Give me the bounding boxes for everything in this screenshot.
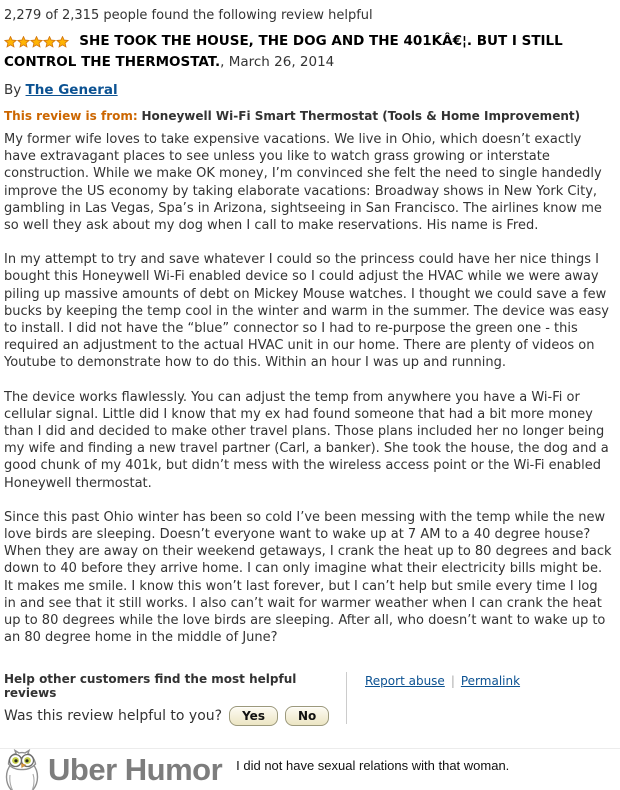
yes-button[interactable]: Yes (229, 706, 278, 726)
footer-question-row (4, 706, 346, 726)
review-footer (4, 672, 612, 726)
footer-helpful-block (4, 672, 346, 726)
review-from-line (4, 109, 612, 123)
review-title-line (4, 32, 612, 72)
review-paragraph: In my attempt to try and save whatever I could so the princess could have her nice things I bought this Honeywell Wi-Fi enabled device so I could adjust the HVAC while we were away piling up massive amounts of debt on Mickey Mouse watches. I thought we could save a few bucks by keeping the temp cool in the winter and warm in the summer. The device was easy to install. I did not have the “blue” connector so I had to re-purpose the green one - this required an adjustment to the actual HVAC unit in our home. There are plenty of videos on Youtube to demonstrate how to do this. Within an hour I was up and running. (4, 251, 612, 371)
link-separator: | (451, 674, 455, 688)
review-byline (4, 82, 612, 98)
image-caption: I did not have sexual relations with that woman. (236, 758, 509, 773)
uberhumor-owl-logo-icon (2, 748, 44, 790)
five-star-rating-icon (4, 35, 73, 51)
uberhumor-footer-bar (0, 748, 620, 790)
review-date: , March 26, 2014 (220, 54, 334, 70)
uberhumor-wordmark[interactable]: Uber Humor (48, 751, 222, 789)
review-title: SHE TOOK THE HOUSE, THE DOG AND THE 401KÂ€¦. BUT I STILL CONTROL THE THERMOSTAT. (4, 33, 563, 70)
by-label: By (4, 82, 26, 98)
review-paragraph: Since this past Ohio winter has been so cold I’ve been messing with the temp while the new love birds are sleeping. Doesn’t everyone want to wake up at 7 AM to a 40 degree house? When they are away on their weekend getaways, I crank the heat up to 80 degrees and back down to 40 before they arrive home. I can only imagine what their electricity bills might be. It makes me smile. I know this won’t last forever, but I can’t help but smile every time I log in and see that it still works. I also can’t wait for warmer weather when I can crank the heat up to 80 degrees while the love birds are sleeping. After all, who doesn’t want to wake up to an 80 degree home in the middle of June? (4, 509, 612, 647)
author-link[interactable]: The General (26, 82, 118, 98)
permalink-link[interactable]: Permalink (461, 674, 520, 688)
helpful-question-text: Was this review helpful to you? (4, 708, 222, 724)
review-body (4, 131, 612, 646)
product-name-link[interactable]: Honeywell Wi-Fi Smart Thermostat (Tools & Home Improvement) (142, 109, 581, 123)
footer-help-text: Help other customers find the most helpful reviews (4, 672, 346, 700)
review-paragraph: The device works flawlessly. You can adjust the temp from anywhere you have a Wi-Fi or cellular signal. Little did I know that my ex had found someone that had a bit more money than I did and decided to make other travel plans. Those plans included her no longer being my wife and finding a new travel partner (Carl, a banker). She took the house, the dog and a good chunk of my 401k, but didn’t mess with the wireless access point or the Wi-Fi enabled Honeywell thermostat. (4, 389, 612, 492)
review-from-label: This review is from: (4, 109, 138, 123)
report-abuse-link[interactable]: Report abuse (365, 674, 445, 688)
review-paragraph: My former wife loves to take expensive vacations. We live in Ohio, which doesn’t exactly have extravagant places to see unless you like to watch grass growing or interstate construction. While we make OK money, I’m convinced she felt the need to single handedly improve the US economy by taking elaborate vacations: Broadway shows in New York City, gambling in Las Vegas, Spa’s in Arizona, sightseeing in San Francisco. The airlines know me so well they ask about my dog when I call to make reservations. His name is Fred. (4, 131, 612, 234)
helpful-count-text: 2,279 of 2,315 people found the following review helpful (4, 8, 612, 23)
footer-links (347, 672, 520, 726)
no-button[interactable]: No (285, 706, 329, 726)
